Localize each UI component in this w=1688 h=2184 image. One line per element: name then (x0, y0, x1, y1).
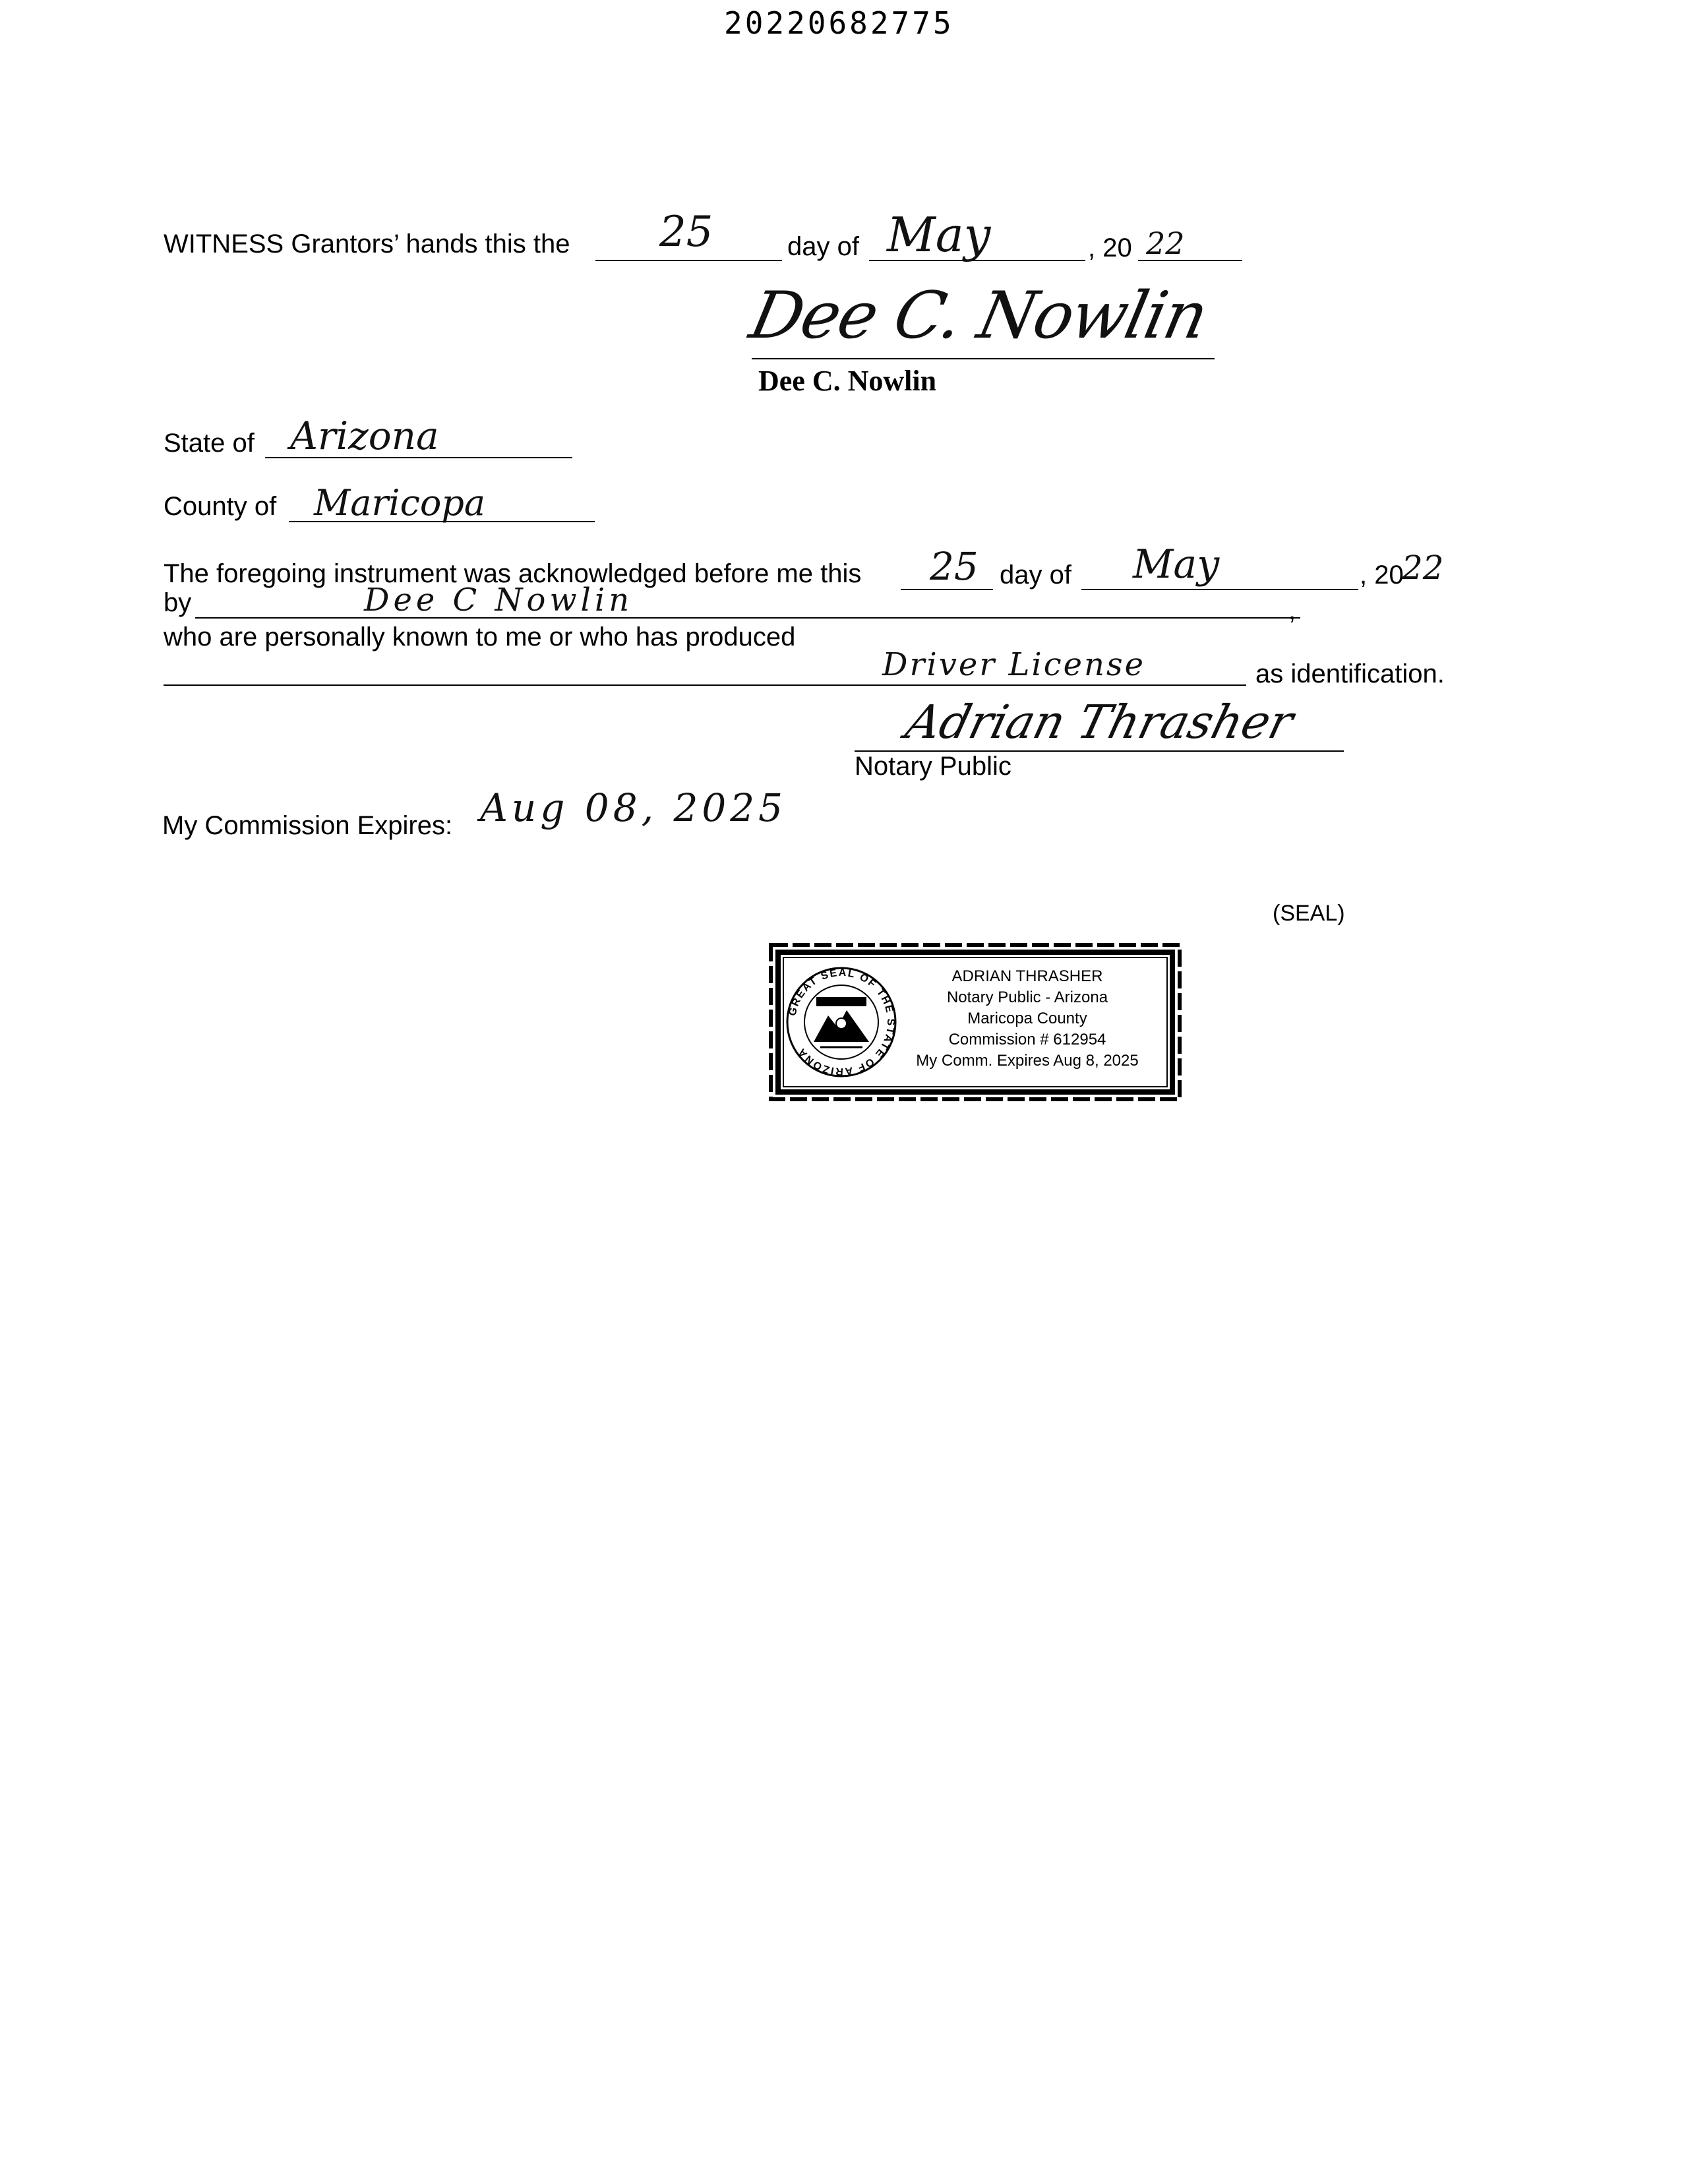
ack-by-comma: , (1288, 596, 1296, 625)
ack-month: May (1133, 541, 1220, 588)
ack-prefix: The foregoing instrument was acknowledged before me this (164, 559, 862, 588)
ack-month-line (1081, 589, 1358, 590)
county-label: County of (164, 492, 277, 521)
witness-prefix: WITNESS Grantors’ hands this the (164, 229, 570, 258)
seal-ring-text: GREAT SEAL OF THE STATE OF ARIZONA (787, 967, 897, 1077)
commission-label: My Commission Expires: (162, 811, 453, 840)
grantor-printed-name: Dee C. Nowlin (758, 365, 937, 397)
witness-year-prefix: , 20 (1088, 233, 1132, 262)
ack-identification: Driver License (882, 646, 1145, 683)
stamp-name: ADRIAN THRASHER (951, 967, 1103, 985)
notary-label: Notary Public (855, 752, 1011, 781)
stamp-county: Maricopa County (967, 1010, 1087, 1027)
ack-day: 25 (930, 544, 979, 589)
witness-day-of-label: day of (787, 232, 859, 261)
seal-label: (SEAL) (1273, 901, 1345, 926)
commission-date: Aug 08, 2025 (480, 785, 787, 830)
grantor-signature: Dee C. Nowlin (743, 278, 1214, 353)
notary-signature: Adrian Thrasher (900, 695, 1299, 749)
witness-year-suffix: 22 (1146, 226, 1185, 261)
ack-year-prefix: , 20 (1360, 561, 1404, 590)
ack-known-text: who are personally known to me or who has produced (164, 622, 796, 652)
stamp-commission: Commission # 612954 (948, 1031, 1106, 1048)
arizona-seal-icon (787, 967, 897, 1077)
ack-day-line (901, 589, 993, 590)
witness-day-line (595, 260, 782, 261)
state-value: Arizona (290, 413, 439, 458)
state-label: State of (164, 429, 255, 458)
county-value: Maricopa (314, 482, 486, 524)
ack-by-name: Dee C Nowlin (364, 582, 634, 619)
ack-day-of-label: day of (1000, 561, 1071, 590)
ack-id-line (164, 684, 1246, 686)
document-number: 20220682775 (724, 5, 954, 41)
stamp-expires: My Comm. Expires Aug 8, 2025 (916, 1052, 1139, 1070)
ack-identification-suffix: as identification. (1255, 659, 1445, 688)
stamp-title: Notary Public - Arizona (946, 988, 1108, 1006)
stamp-text (889, 966, 1166, 1072)
ack-by-line (195, 617, 1300, 619)
witness-day: 25 (659, 208, 713, 257)
ack-by-label: by (164, 588, 192, 617)
ack-year-suffix: 22 (1402, 549, 1444, 587)
grantor-signature-line (752, 358, 1215, 359)
witness-month: May (887, 207, 991, 262)
